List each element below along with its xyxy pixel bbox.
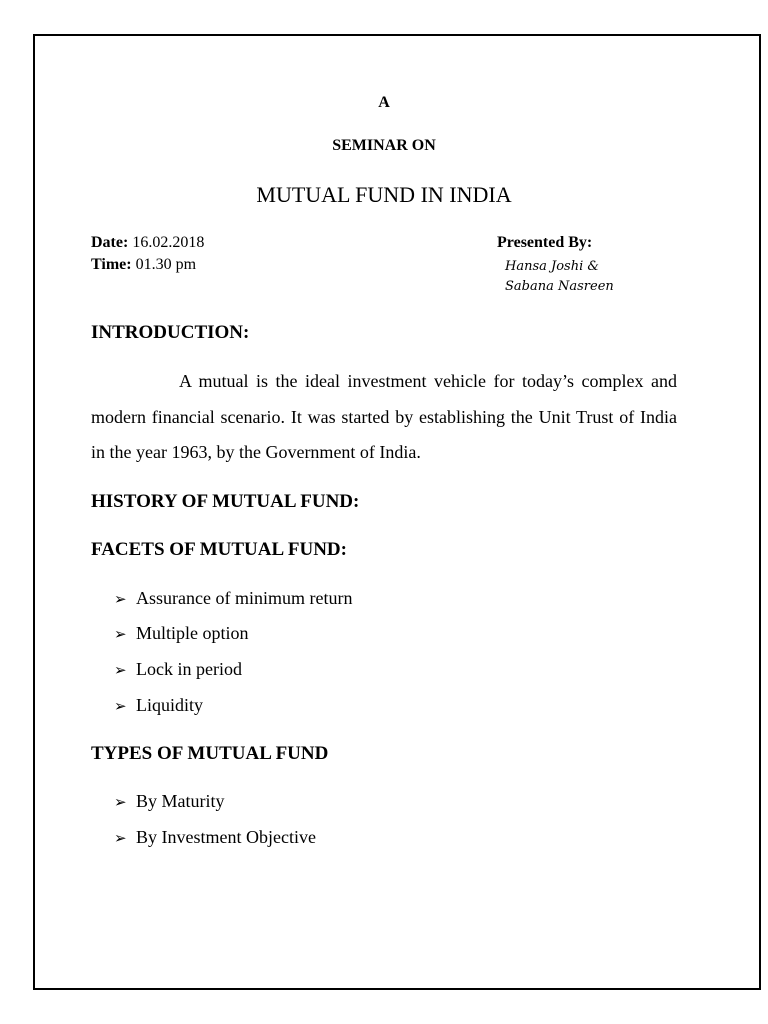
list-item: ➢ By Maturity [114,791,225,811]
date-label: Date: [91,234,129,251]
types-heading: TYPES OF MUTUAL FUND [91,743,329,764]
introduction-paragraph: A mutual is the ideal investment vehicle for today’s complex and modern financial scenario. It was started by establishing the Unit Trust of India in the year 1963, by the Government of India. [91,371,677,462]
arrow-bullet-icon: ➢ [114,625,127,643]
list-item: ➢ Lock in period [114,659,242,679]
presenter-name: Hansa Joshi & [505,259,599,274]
list-item: ➢ By Investment Objective [114,827,316,847]
list-item: ➢ Multiple option [114,623,249,643]
arrow-bullet-icon: ➢ [114,697,127,715]
date-value: 16.02.2018 [132,234,205,251]
presented-by-label: Presented By: [497,234,593,251]
presenter-name: Sabana Nasreen [505,279,614,294]
page-title: MUTUAL FUND IN INDIA [256,182,512,207]
list-item: ➢ Liquidity [114,695,203,715]
facets-heading: FACETS OF MUTUAL FUND: [91,539,347,560]
arrow-bullet-icon: ➢ [114,661,127,679]
arrow-bullet-icon: ➢ [114,793,127,811]
arrow-bullet-icon: ➢ [114,829,127,847]
date-line [91,234,204,252]
history-heading: HISTORY OF MUTUAL FUND: [91,491,360,512]
seminar-label: SEMINAR ON [332,137,436,154]
title-prefix: A [378,94,390,111]
time-line [91,256,196,274]
list-item: ➢ Assurance of minimum return [114,588,353,608]
time-label: Time: [91,256,132,273]
time-value: 01.30 pm [135,256,197,273]
arrow-bullet-icon: ➢ [114,590,127,608]
introduction-heading: INTRODUCTION: [91,322,250,343]
